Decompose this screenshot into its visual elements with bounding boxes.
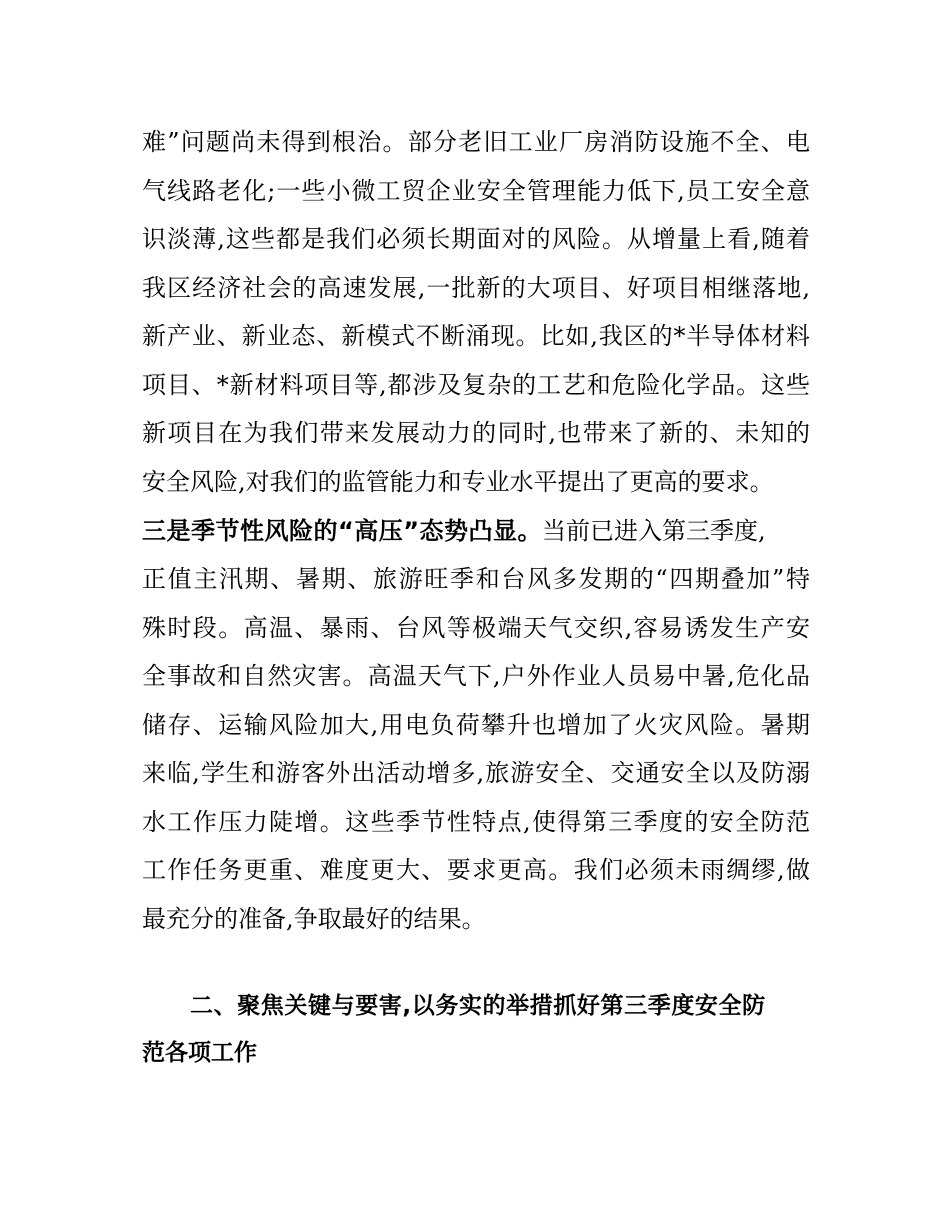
body-text-line: 新项目在为我们带来发展动力的同时,也带来了新的、未知的 bbox=[142, 419, 810, 447]
body-text-line: 识淡薄,这些都是我们必须长期面对的风险。从增量上看,随着 bbox=[142, 225, 810, 253]
section-heading-line-1: 二、聚焦关键与要害,以务实的举措抓好第三季度安全防 bbox=[190, 993, 766, 1019]
body-text-line: 新产业、新业态、新模式不断涌现。比如,我区的*半导体材料 bbox=[142, 322, 810, 350]
body-text-line: 我区经济社会的高速发展,一批新的大项目、好项目相继落地, bbox=[142, 274, 810, 302]
body-text-line: 项目、*新材料项目等,都涉及复杂的工艺和危险化学品。这些 bbox=[142, 371, 810, 399]
body-text-line: 殊时段。高温、暴雨、台风等极端天气交织,容易诱发生产安 bbox=[142, 614, 810, 642]
body-text-line: 来临,学生和游客外出活动增多,旅游安全、交通安全以及防溺 bbox=[142, 759, 810, 787]
bold-lead-text: 三是季节性风险的“高压”态势凸显。 bbox=[142, 517, 543, 545]
body-text-line: 气线路老化;一些小微工贸企业安全管理能力低下,员工安全意 bbox=[142, 177, 810, 205]
body-text-line: 正值主汛期、暑期、旅游旺季和台风多发期的“四期叠加”特 bbox=[142, 565, 810, 593]
lead-rest-text: 当前已进入第三季度, bbox=[542, 517, 766, 545]
body-text-line: 储存、运输风险加大,用电负荷攀升也增加了火灾风险。暑期 bbox=[142, 711, 810, 739]
body-text-line: 水工作压力陡增。这些季节性特点,使得第三季度的安全防范 bbox=[142, 808, 810, 836]
body-text-line: 最充分的准备,争取最好的结果。 bbox=[142, 905, 486, 933]
body-text-line: 难”问题尚未得到根治。部分老旧工业厂房消防设施不全、电 bbox=[142, 128, 810, 156]
section-heading-line-2: 范各项工作 bbox=[142, 1040, 257, 1066]
body-text-line: 全事故和自然灾害。高温天气下,户外作业人员易中暑,危化品 bbox=[142, 662, 810, 690]
body-text-line: 工作任务更重、难度更大、要求更高。我们必须未雨绸缪,做 bbox=[142, 856, 810, 884]
body-text-line: 安全风险,对我们的监管能力和专业水平提出了更高的要求。 bbox=[142, 468, 774, 496]
body-text-line-lead bbox=[142, 507, 810, 555]
